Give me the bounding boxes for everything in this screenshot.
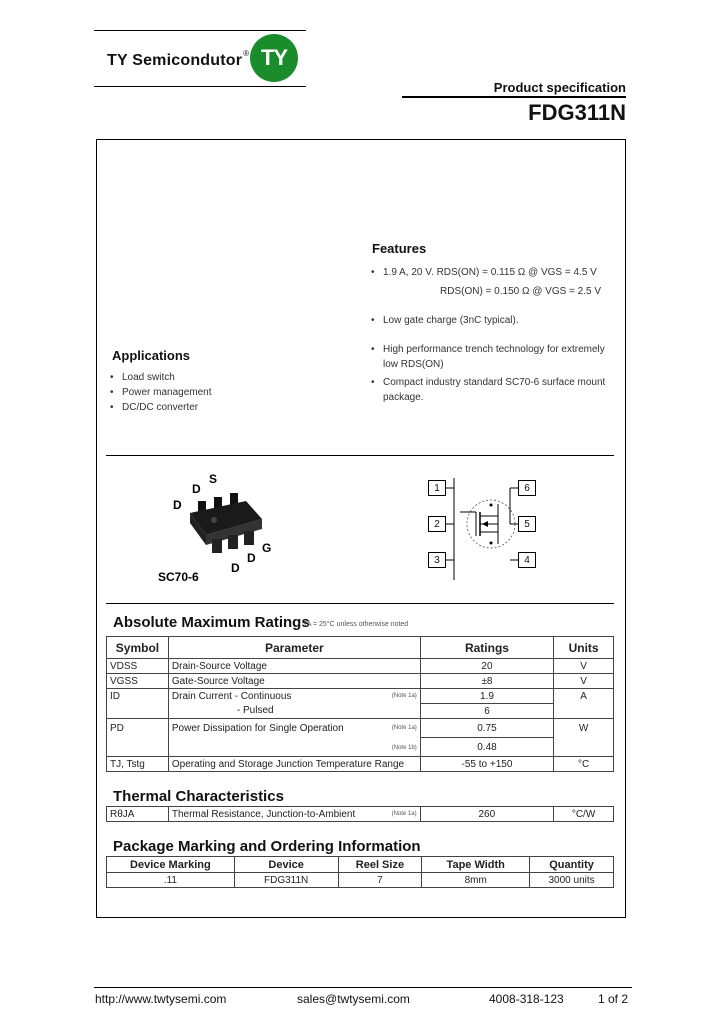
- rating-cell: ±8: [420, 674, 553, 689]
- rating-cell: -55 to +150: [420, 757, 553, 772]
- symbol-cell: TJ, Tstg: [107, 757, 169, 772]
- abs-max-title: Absolute Maximum Ratings: [113, 614, 310, 631]
- footer-phone: 4008-318-123: [489, 992, 564, 1006]
- symbol-cell: RθJA: [107, 807, 169, 822]
- pin-box: 5: [518, 516, 536, 532]
- package-lead: [228, 535, 238, 549]
- reel-cell: 7: [338, 873, 422, 888]
- unit-cell: W: [554, 719, 614, 738]
- unit-cell: V: [554, 674, 614, 689]
- product-specification-label: Product specification: [493, 80, 626, 95]
- header-rule-top: [94, 30, 306, 31]
- applications-title: Applications: [112, 348, 191, 363]
- parameter-cell: (Note 1b): [168, 738, 420, 757]
- package-name: SC70-6: [158, 570, 199, 584]
- package-lead: [244, 531, 254, 545]
- table-row: [107, 689, 614, 704]
- footer-page: 1 of 2: [598, 992, 629, 1006]
- quantity-cell: 3000 units: [530, 873, 614, 888]
- device-cell: FDG311N: [234, 873, 338, 888]
- mosfet-schematic: [446, 474, 518, 584]
- tape-cell: 8mm: [422, 873, 530, 888]
- table-row: [107, 807, 614, 822]
- thermal-table: [106, 806, 614, 822]
- column-header: Reel Size: [338, 857, 422, 873]
- table-row: [107, 674, 614, 689]
- rating-cell: 260: [420, 807, 554, 822]
- rating-cell: 20: [420, 659, 553, 674]
- table-header-row: [107, 857, 614, 873]
- thermal-title: Thermal Characteristics: [113, 788, 284, 805]
- header-rule-thick: [402, 96, 626, 98]
- column-header: Device Marking: [107, 857, 235, 873]
- brand-name: TY Semicondutor®: [107, 49, 250, 69]
- sc70-package-drawing: [150, 465, 300, 590]
- table-header-row: [107, 637, 614, 659]
- pin-label-top: S: [209, 472, 218, 486]
- column-header: Quantity: [530, 857, 614, 873]
- column-header: Parameter: [168, 637, 420, 659]
- parameter-cell: Operating and Storage Junction Temperature Range: [168, 757, 420, 772]
- application-item: • Load switch: [122, 372, 175, 383]
- symbol-cell: VGSS: [107, 674, 169, 689]
- registered-mark: ®: [243, 49, 250, 58]
- parameter-cell: Thermal Resistance, Junction-to-Ambient (Note 1a): [168, 807, 420, 822]
- part-number: FDG311N: [528, 100, 626, 125]
- rating-cell: 0.48: [420, 738, 553, 757]
- pin-box: 6: [518, 480, 536, 496]
- section-divider: [106, 603, 614, 604]
- parameter-cell: Drain Current - Continuous (Note 1a): [168, 689, 420, 704]
- pin-box: 1: [428, 480, 446, 496]
- parameter-cell: Power Dissipation for Single Operation (Note 1a): [168, 719, 420, 738]
- brand-logo: TY: [250, 34, 298, 82]
- feature-item: • Compact industry standard SC70-6 surface mount package.: [383, 375, 608, 405]
- pin-label-bottom: G: [262, 541, 272, 555]
- unit-cell: V: [554, 659, 614, 674]
- feature-item-continued: RDS(ON) = 0.150 Ω @ VGS = 2.5 V: [440, 286, 602, 297]
- pin-box: 3: [428, 552, 446, 568]
- pin-label-top: D: [192, 482, 201, 496]
- pin-box: 4: [518, 552, 536, 568]
- footer-website[interactable]: http://www.twtysemi.com: [95, 992, 227, 1006]
- pin1-mark: [211, 517, 217, 523]
- pin-label-bottom: D: [247, 551, 256, 565]
- marking-cell: .11: [107, 873, 235, 888]
- feature-item: • 1.9 A, 20 V. RDS(ON) = 0.115 Ω @ VGS = 4.5 V: [383, 267, 597, 278]
- table-row: [107, 757, 614, 772]
- unit-cell: °C: [554, 757, 614, 772]
- pin-box: 2: [428, 516, 446, 532]
- ordering-table: [106, 856, 614, 888]
- parameter-cell: Gate-Source Voltage: [168, 674, 420, 689]
- parameter-cell: Drain-Source Voltage: [168, 659, 420, 674]
- unit-cell: [554, 738, 614, 757]
- package-lead: [212, 539, 222, 553]
- abs-max-condition: TA = 25°C unless otherwise noted: [303, 621, 409, 628]
- pin-label-top: D: [173, 498, 182, 512]
- footer-email[interactable]: sales@twtysemi.com: [297, 992, 410, 1006]
- rating-cell: 1.9: [420, 689, 553, 704]
- pin-label-bottom: D: [231, 561, 240, 575]
- symbol-cell: [107, 738, 169, 757]
- features-title: Features: [372, 241, 427, 256]
- parameter-cell: - Pulsed: [168, 704, 420, 719]
- ordering-title: Package Marking and Ordering Information: [113, 838, 421, 855]
- application-item: • Power management: [122, 387, 212, 398]
- table-row: [107, 659, 614, 674]
- column-header: Units: [554, 637, 614, 659]
- column-header: Tape Width: [422, 857, 530, 873]
- symbol-cell: VDSS: [107, 659, 169, 674]
- symbol-cell: ID: [107, 689, 169, 704]
- column-header: Device: [234, 857, 338, 873]
- rating-cell: 0.75: [420, 719, 553, 738]
- table-row: [107, 738, 614, 757]
- unit-cell: [554, 704, 614, 719]
- application-item: • DC/DC converter: [122, 402, 198, 413]
- symbol-cell: PD: [107, 719, 169, 738]
- unit-cell: A: [554, 689, 614, 704]
- column-header: Symbol: [107, 637, 169, 659]
- footer-rule: [94, 987, 632, 988]
- table-row: [107, 873, 614, 888]
- feature-item: • Low gate charge (3nC typical).: [383, 315, 519, 326]
- feature-item: • High performance trench technology for extremely low RDS(ON): [383, 342, 608, 372]
- symbol-cell: [107, 704, 169, 719]
- rating-cell: 6: [420, 704, 553, 719]
- table-row: [107, 719, 614, 738]
- header-rule-mid: [94, 86, 306, 87]
- section-divider: [106, 455, 614, 456]
- table-row: [107, 704, 614, 719]
- abs-max-table: [106, 636, 614, 772]
- column-header: Ratings: [420, 637, 553, 659]
- unit-cell: °C/W: [554, 807, 614, 822]
